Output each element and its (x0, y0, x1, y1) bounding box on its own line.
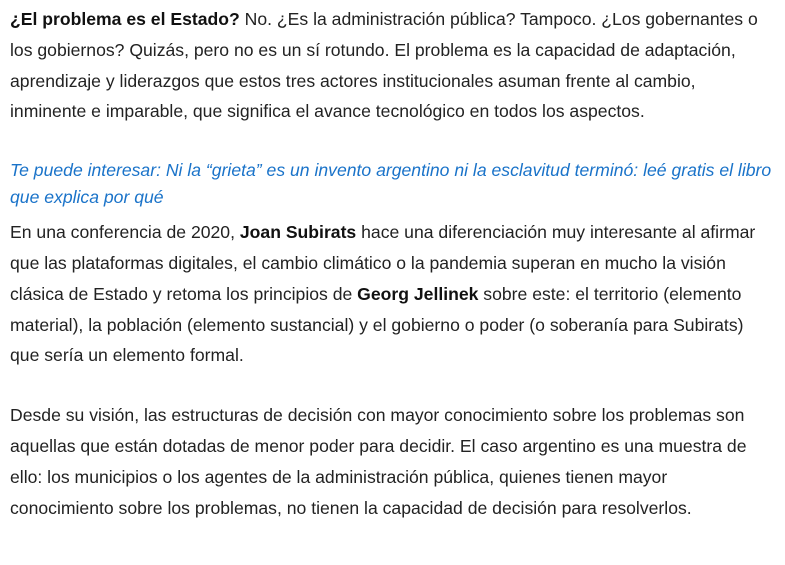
intro-text: No. ¿Es la administración pública? Tampoco. ¿Los gobernantes o los gobiernos? Quizás, pero no es un sí rotundo. El problema es la capacidad de adaptación, aprendizaje y liderazgos que estos tres actores institucionales asuman frente al cambio, inminente e imparable, que significa el avance tecnológico en todos los aspectos. (10, 9, 758, 122)
paragraph-decision-structures: Desde su visión, las estructuras de decisión con mayor conocimiento sobre los problemas son aquellas que están dotadas de menor poder para decidir. El caso argentino es una muestra de ello: los municipios o los agentes de la administración pública, quienes tienen mayor conocimiento sobre los problemas, no tienen la capacidad de decisión para resolverlos. (10, 405, 747, 518)
name-georg-jellinek: Georg Jellinek (357, 283, 479, 304)
intro-lead-bold: ¿El problema es el Estado? (10, 9, 240, 29)
subirats-text-2: hace una diferenciación muy interesante al afirmar que las plataformas digitales, el cambio climático o la pandemia superan en mucho la visión clásica de Estado y retoma los principios de (10, 222, 756, 304)
paragraph-intro (10, 4, 775, 127)
subirats-text-3: sobre este: el territorio (elemento material), la población (elemento sustancial) y el gobierno o poder (o soberanía para Subirats) que sería un elemento formal. (10, 283, 744, 366)
name-joan-subirats: Joan Subirats (239, 222, 357, 243)
related-article-link[interactable]: Te puede interesar: Ni la “grieta” es un invento argentino ni la esclavitud terminó: leé gratis el libro que explica por qué (10, 160, 772, 208)
paragraph-subirats (10, 217, 775, 371)
subirats-text-1: En una conferencia de 2020, (10, 222, 240, 243)
